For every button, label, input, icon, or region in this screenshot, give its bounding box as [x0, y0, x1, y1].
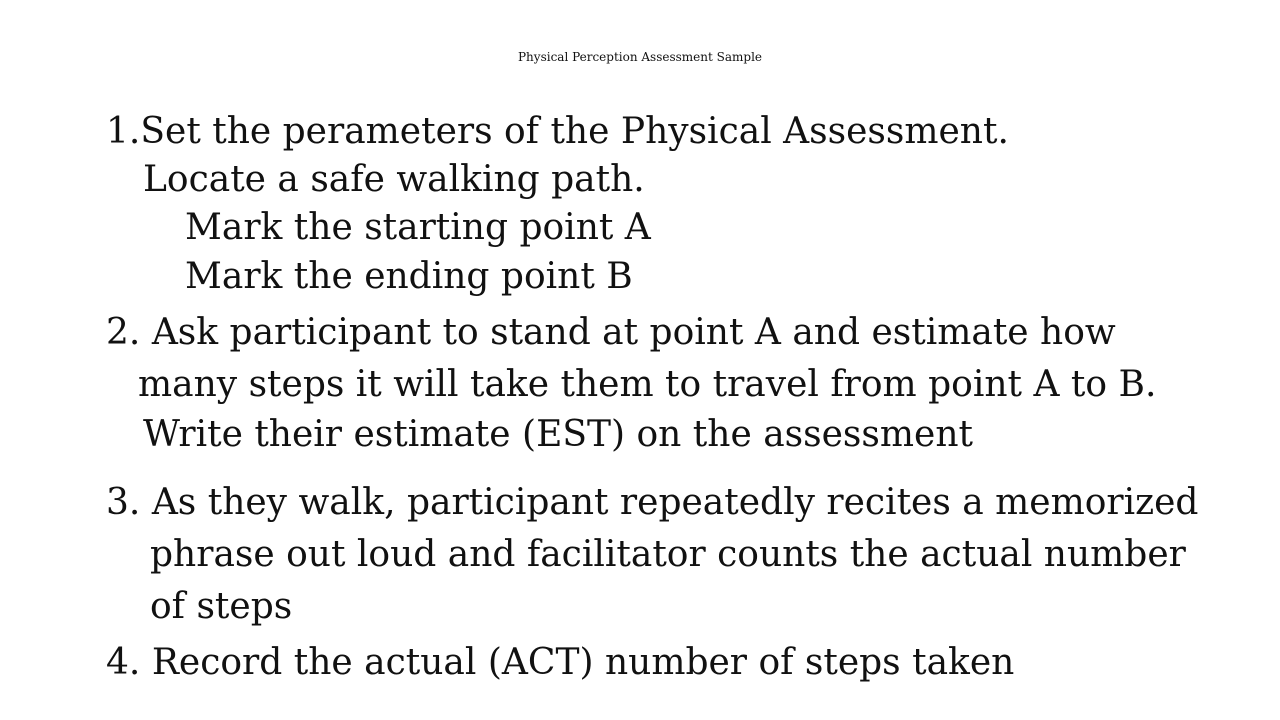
- step-2-number: 2.: [106, 312, 141, 353]
- step-3-line-3: of steps: [150, 586, 293, 627]
- step-4-line-1: [106, 639, 1014, 687]
- step-3-line-2: phrase out loud and facilitator counts the actual number: [150, 534, 1186, 575]
- step-2-text: Ask participant to stand at point A and estimate how: [151, 312, 1116, 353]
- step-3-number: 3.: [106, 482, 141, 523]
- slide-title: Physical Perception Assessment Sample: [517, 50, 763, 64]
- step-2-line-1: [106, 309, 1116, 357]
- step-3-line-1: [106, 479, 1198, 527]
- step-1-number: 1.: [106, 111, 141, 152]
- step-3-text: As they walk, participant repeatedly recites a memorized: [151, 482, 1199, 523]
- step-1-line-2: Locate a safe walking path.: [143, 159, 645, 200]
- step-1-line-1: [106, 108, 1009, 156]
- step-1-line-3: Mark the starting point A: [185, 207, 651, 248]
- step-1-line-4: Mark the ending point B: [185, 256, 633, 297]
- step-1-text: Set the perameters of the Physical Assessment.: [140, 111, 1009, 152]
- step-4-number: 4.: [106, 642, 141, 683]
- step-4-text: Record the actual (ACT) number of steps taken: [151, 642, 1015, 683]
- step-2-line-2: many steps it will take them to travel from point A to B.: [138, 364, 1157, 405]
- step-2-line-3: Write their estimate (EST) on the assessment: [143, 414, 973, 455]
